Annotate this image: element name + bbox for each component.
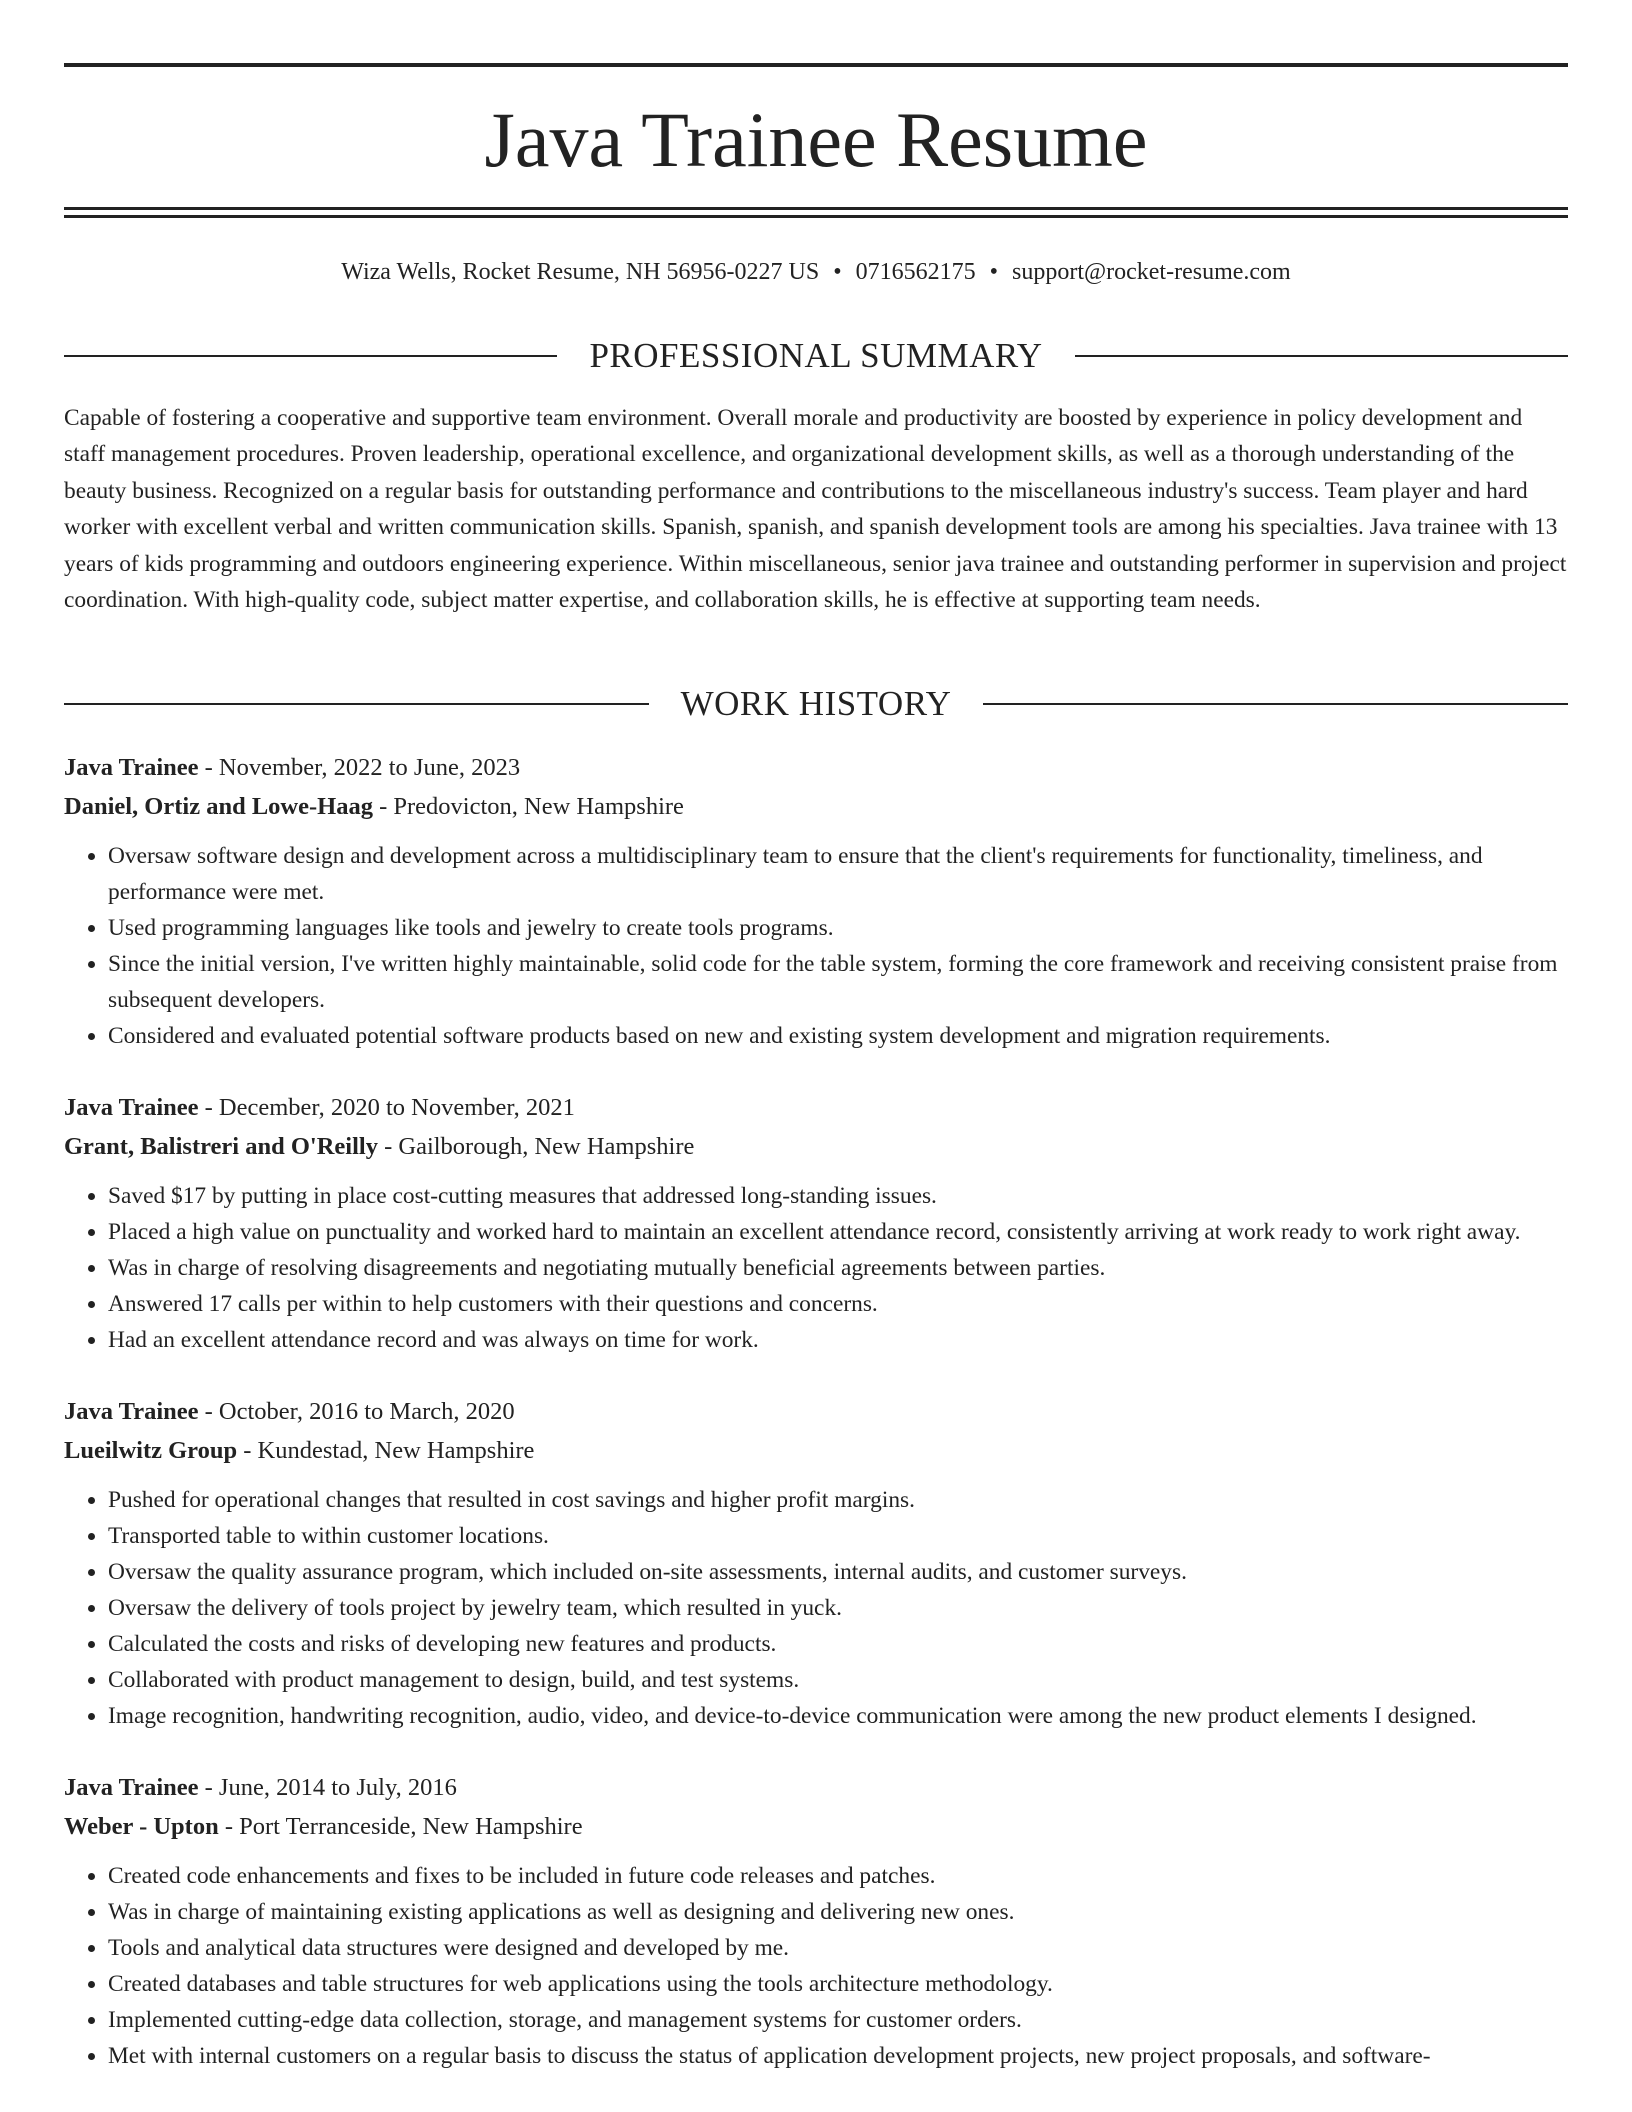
list-item: • Created code enhancements and fixes to be included in future code releases and patches. (108, 1858, 1568, 1894)
job-location: - Kundestad, New Hampshire (237, 1437, 535, 1464)
contact-address: Wiza Wells, Rocket Resume, NH 56956-0227 US (341, 259, 820, 285)
list-item: • Tools and analytical data structures were designed and developed by me. (108, 1930, 1568, 1966)
list-item: • Since the initial version, I've written highly maintainable, solid code for the table system, forming the core framework and receiving consistent praise from subsequent developers. (108, 946, 1568, 1018)
job-title: Java Trainee (64, 1094, 199, 1121)
job-company-line (64, 1431, 1568, 1470)
list-item: • Transported table to within customer locations. (108, 1518, 1568, 1554)
heading-rule-right (983, 703, 1568, 705)
job-company-line (64, 1807, 1568, 1846)
heading-rule-left (64, 703, 649, 705)
list-item: • Calculated the costs and risks of developing new features and products. (108, 1626, 1568, 1662)
section-heading-work (64, 682, 1568, 726)
contact-line (64, 254, 1568, 290)
list-item: • Considered and evaluated potential software products based on new and existing system development and migration requirements. (108, 1018, 1568, 1054)
job-location: - Port Terranceside, New Hampshire (218, 1813, 583, 1840)
job-location: - Gailborough, New Hampshire (377, 1133, 695, 1160)
job-bullets (64, 1482, 1568, 1734)
title-rule-upper (64, 207, 1568, 210)
list-item: • Was in charge of resolving disagreements and negotiating mutually beneficial agreements between parties. (108, 1250, 1568, 1286)
job-dates: - December, 2020 to November, 2021 (198, 1094, 575, 1121)
section-title: PROFESSIONAL SUMMARY (589, 336, 1043, 375)
job-bullets (64, 1178, 1568, 1358)
list-item: • Was in charge of maintaining existing applications as well as designing and delivering new ones. (108, 1894, 1568, 1930)
job-company: Lueilwitz Group (64, 1437, 238, 1464)
work-history (64, 748, 1568, 2108)
job-bullets (64, 838, 1568, 1054)
list-item: • Collaborated with product management to design, build, and test systems. (108, 1662, 1568, 1698)
list-item: • Oversaw the quality assurance program, which included on-site assessments, internal audits, and customer surveys. (108, 1554, 1568, 1590)
list-item: • Had an excellent attendance record and was always on time for work. (108, 1322, 1568, 1358)
section-title: WORK HISTORY (680, 684, 952, 723)
top-rule (64, 63, 1568, 67)
list-item: • Oversaw the delivery of tools project by jewelry team, which resulted in yuck. (108, 1590, 1568, 1626)
job-entry (64, 1088, 1568, 1358)
heading-rule-right (1075, 355, 1568, 357)
job-company: Daniel, Ortiz and Lowe-Haag (64, 793, 373, 820)
list-item: • Image recognition, handwriting recognition, audio, video, and device-to-device communication were among the new product elements I designed. (108, 1698, 1568, 1734)
list-item: • Placed a high value on punctuality and worked hard to maintain an excellent attendance record, consistently arriving at work ready to work right away. (108, 1214, 1568, 1250)
list-item: • Saved $17 by putting in place cost-cutting measures that addressed long-standing issues. (108, 1178, 1568, 1214)
job-title-line (64, 1768, 1568, 1807)
resume-page (64, 0, 1568, 2112)
job-company: Grant, Balistreri and O'Reilly (64, 1133, 378, 1160)
heading-rule-left (64, 355, 557, 357)
list-item: • Oversaw software design and development across a multidisciplinary team to ensure that the client's requirements for functionality, timeliness, and performance were met. (108, 838, 1568, 910)
contact-phone: 0716562175 (855, 259, 976, 285)
job-dates: - November, 2022 to June, 2023 (198, 754, 521, 781)
job-title: Java Trainee (64, 1774, 199, 1801)
job-title: Java Trainee (64, 754, 199, 781)
summary-text: Capable of fostering a cooperative and supportive team environment. Overall morale and productivity are boosted by experience in policy development and staff management procedures. Proven leadership, operational excellence, and organizational development skills, as well as a thorough understanding of the beauty business. Recognized on a regular basis for outstanding performance and contributions to the miscellaneous industry's success. Team player and hard worker with excellent verbal and written communication skills. Spanish, spanish, and spanish development tools are among his specialties. Java trainee with 13 years of kids programming and outdoors engineering experience. Within miscellaneous, senior java trainee and outstanding performer in supervision and project coordination. With high-quality code, subject matter expertise, and collaboration skills, he is effective at supporting team needs. (64, 405, 1567, 614)
job-bullets (64, 1858, 1568, 2074)
contact-separator: • (989, 259, 999, 285)
job-dates: - October, 2016 to March, 2020 (198, 1398, 515, 1425)
job-company-line (64, 787, 1568, 826)
job-company-line (64, 1127, 1568, 1166)
list-item: • Met with internal customers on a regular basis to discuss the status of application development projects, new project proposals, and software- (108, 2038, 1568, 2074)
section-heading-summary (64, 334, 1568, 378)
job-company: Weber - Upton (64, 1813, 219, 1840)
job-entry (64, 1392, 1568, 1734)
job-title: Java Trainee (64, 1398, 199, 1425)
list-item: • Created databases and table structures for web applications using the tools architecture methodology. (108, 1966, 1568, 2002)
contact-separator: • (833, 259, 842, 285)
job-title-line (64, 1392, 1568, 1431)
job-title-line (64, 748, 1568, 787)
list-item: • Implemented cutting-edge data collection, storage, and management systems for customer orders. (108, 2002, 1568, 2038)
list-item: • Used programming languages like tools and jewelry to create tools programs. (108, 910, 1568, 946)
title-rule-lower (64, 215, 1568, 218)
job-entry (64, 1768, 1568, 2074)
job-location: - Predovicton, New Hampshire (372, 793, 684, 820)
contact-email: support@rocket-resume.com (1012, 259, 1291, 285)
list-item: • Answered 17 calls per within to help customers with their questions and concerns. (108, 1286, 1568, 1322)
job-entry (64, 748, 1568, 1054)
page-title: Java Trainee Resume (484, 96, 1148, 183)
job-title-line (64, 1088, 1568, 1127)
job-dates: - June, 2014 to July, 2016 (198, 1774, 457, 1801)
list-item: • Pushed for operational changes that resulted in cost savings and higher profit margins. (108, 1482, 1568, 1518)
